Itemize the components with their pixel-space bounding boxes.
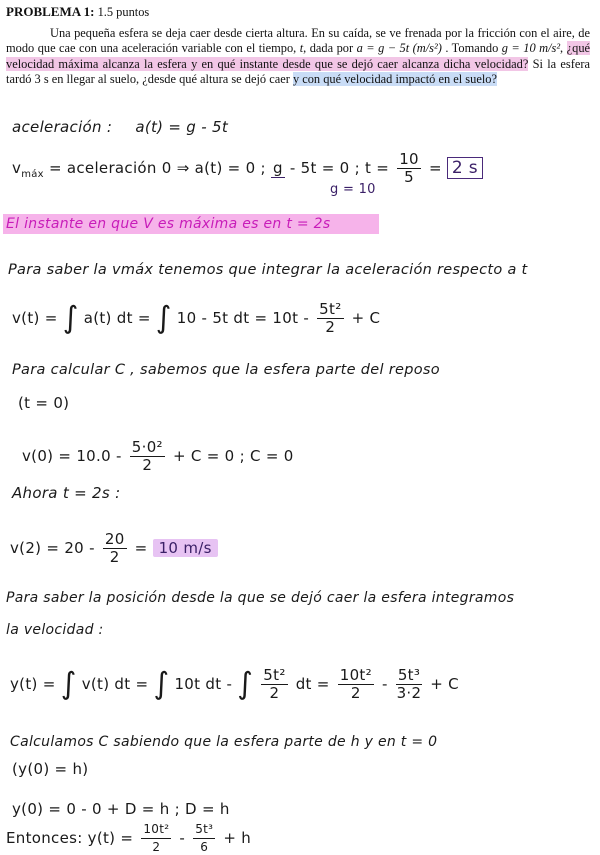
problem-formula: a = g − 5t (m/s²)	[356, 41, 442, 56]
v-zero-b: + C = 0 ; C = 0	[172, 447, 294, 465]
final-fraction-2-num: 5t³	[193, 822, 215, 839]
acceleration-label: aceleración :	[12, 118, 113, 136]
minus-sign: -	[382, 675, 388, 693]
v-zero-den: 2	[142, 456, 153, 474]
line-velocity-integral	[12, 302, 380, 335]
y-fraction-3	[396, 668, 422, 701]
final-fraction-1	[141, 822, 171, 855]
max-velocity-answer: 10 m/s	[153, 539, 218, 557]
integral-symbol: ∫	[237, 666, 254, 702]
line-v-two	[10, 532, 218, 565]
y-integral-a: v(t) dt =	[81, 675, 149, 693]
line-v-zero	[22, 440, 294, 473]
t-fraction	[397, 152, 421, 185]
plus-constant: + C	[351, 309, 381, 327]
integral-symbol: ∫	[60, 666, 77, 702]
y-fraction-2-num: 10t²	[339, 666, 372, 684]
final-fraction-2	[193, 822, 215, 855]
question-2-highlight: y con qué velocidad impactó en el suelo?	[292, 71, 497, 86]
y-fraction-2-den: 2	[350, 684, 361, 702]
final-plus-h: + h	[223, 829, 252, 847]
v-two-fraction	[103, 532, 127, 565]
y-integral-b: 10t dt -	[174, 675, 233, 693]
integral-symbol: ∫	[62, 300, 79, 336]
v-two-num: 20	[104, 530, 125, 548]
v-zero-fraction	[130, 440, 165, 473]
v-fraction-num: 5t²	[319, 300, 342, 318]
v-integral-a: a(t) dt =	[83, 309, 151, 327]
problem-text-e: Si la esfera tardó 3 s en llegar al suelo, ¿desde qué altura se dejó caer	[6, 56, 590, 86]
problem-text	[6, 26, 590, 87]
vmax-equation: - 5t = 0 ; t =	[289, 159, 390, 177]
t-fraction-den: 5	[404, 168, 414, 186]
v-zero-a: v(0) = 10.0 -	[22, 447, 122, 465]
final-minus: -	[179, 829, 186, 847]
line-final-position	[6, 822, 251, 855]
line-calculate-c: Para calcular C , sabemos que la esfera parte del reposo	[12, 362, 440, 378]
line-y-zero-h: (y(0) = h)	[12, 760, 89, 778]
final-y-a: Entonces: y(t) =	[6, 829, 134, 847]
final-fraction-1-num: 10t²	[141, 822, 171, 839]
final-fraction-2-den: 6	[200, 840, 209, 854]
y-fraction-3-num: 5t³	[397, 666, 421, 684]
v-fraction	[317, 302, 343, 335]
y-fraction-1-den: 2	[269, 684, 280, 702]
v-zero-num: 5·0²	[131, 438, 163, 456]
vmax-condition: = aceleración 0 ⇒ a(t) = 0 ;	[48, 159, 266, 177]
line-y-zero: y(0) = 0 - 0 + D = h ; D = h	[12, 800, 230, 818]
line-vmax	[12, 152, 483, 185]
y-plus-constant: + C	[430, 675, 459, 693]
problem-heading	[6, 4, 590, 20]
line-integrate-velocity: Para saber la posición desde la que se dejó caer la esfera integramos	[6, 590, 515, 606]
v-two-den: 2	[109, 548, 120, 566]
line-calculate-c-h: Calculamos C sabiendo que la esfera parte de h y en t = 0	[10, 734, 438, 750]
vmax-subscript: máx	[21, 169, 44, 180]
vmax-symbol: v	[12, 159, 22, 177]
line-la-velocidad: la velocidad :	[6, 622, 104, 638]
y-integral-c: dt =	[295, 675, 330, 693]
line-integrate-acceleration: Para saber la vmáx tenemos que integrar la aceleración respecto a t	[8, 262, 528, 278]
problem-text-d: ,	[560, 41, 567, 56]
v-two-a: v(2) = 20 -	[10, 539, 95, 557]
v-of-t: v(t) =	[12, 309, 58, 327]
integral-symbol: ∫	[155, 300, 172, 336]
problem-text-b: , dada por	[303, 41, 357, 56]
problem-var-t: t	[299, 41, 304, 56]
acceleration-expr: a(t) = g - 5t	[135, 118, 229, 136]
v-integral-b: 10 - 5t dt = 10t -	[176, 309, 310, 327]
v-two-equals: =	[134, 539, 148, 557]
line-t-zero: (t = 0)	[18, 394, 70, 412]
line-acceleration	[12, 118, 228, 136]
final-fraction-1-den: 2	[152, 840, 161, 854]
boxed-answer-time: 2 s	[447, 157, 483, 179]
question-1-highlight: ¿qué velocidad máxima alcanza la esfera y en qué instante desde que se dejó caer alcanza dicha velocidad?	[6, 41, 591, 71]
line-now-t2: Ahora t = 2s :	[12, 484, 121, 502]
t-fraction-num: 10	[399, 150, 419, 168]
y-fraction-3-den: 3·2	[396, 684, 422, 702]
problem-text-c: . Tomando	[441, 41, 502, 56]
problem-title: PROBLEMA 1:	[6, 4, 95, 19]
v-fraction-den: 2	[325, 318, 336, 336]
y-fraction-1-num: 5t²	[263, 666, 286, 684]
equals-sign: =	[428, 159, 442, 177]
problem-points: 1.5 puntos	[97, 5, 150, 19]
problem-text-a: Una pequeña esfera se deja caer desde cierta altura. En su caída, se ve frenada por la fricción con el aire, de modo que cae con una aceleración variable con el tiempo,	[6, 26, 590, 56]
y-fraction-2	[338, 668, 374, 701]
y-fraction-1	[261, 668, 287, 701]
g-underbrace: g	[272, 159, 283, 177]
problem-statement	[6, 4, 590, 87]
note-max-velocity-instant: El instante en que V es máxima es en t = 2s	[6, 216, 331, 232]
y-of-t: y(t) =	[10, 675, 56, 693]
problem-g-value: g = 10 m/s²	[501, 41, 561, 56]
integral-symbol: ∫	[153, 666, 170, 702]
g-value-note: g = 10	[330, 182, 376, 197]
line-position-integral	[10, 668, 459, 701]
